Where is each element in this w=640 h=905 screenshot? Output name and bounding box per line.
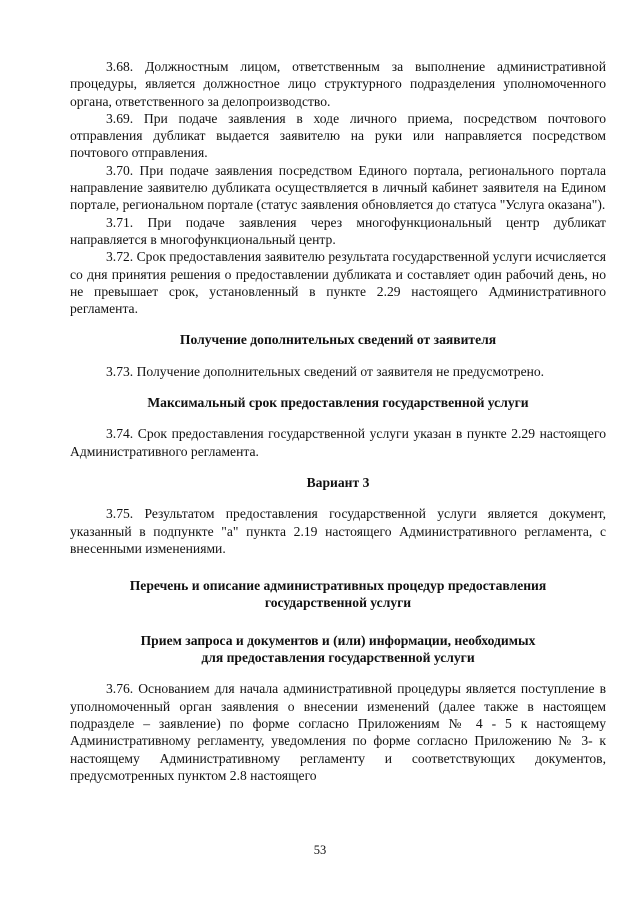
- heading-variant-3: Вариант 3: [306, 474, 370, 490]
- paragraph-3-74: 3.74. Срок предоставления государственной услуги указан в пункте 2.29 настоящего Административного регламента.: [70, 426, 606, 459]
- paragraph-3-69: 3.69. При подаче заявления в ходе личного приема, посредством почтового отправления дубликат выдается заявителю на руки или направляется посредством почтового отправления.: [70, 110, 606, 161]
- paragraph-3-73: 3.73. Получение дополнительных сведений от заявителя не предусмотрено.: [106, 363, 545, 379]
- heading-max-term: Максимальный срок предоставления государственной услуги: [147, 395, 529, 411]
- spacer: [70, 491, 606, 505]
- paragraph-3-68: 3.68. Должностным лицом, ответственным за выполнение административной процедуры, является должностное лицо структурного подразделения уполномоченного органа, ответственного за делопроизводство.: [70, 59, 606, 109]
- spacer: [70, 666, 606, 680]
- paragraph-3-70: 3.70. При подаче заявления посредством Единого портала, регионального портала направление заявителю дубликата осуществляется в личный кабинет заявителя на Едином портале, региональном портале (статус заявления обновляется до статуса "Услуга оказана").: [70, 162, 606, 213]
- spacer: [70, 557, 606, 577]
- document-body: [70, 58, 606, 784]
- page-number: 53: [313, 843, 327, 857]
- spacer: [70, 411, 606, 425]
- paragraph-3-72: 3.72. Срок предоставления заявителю результата государственной услуги исчисляется со дня принятия решения о предоставлении дубликата и составляет один рабочий день, но не превышает срок, установленный в пункте 2.29 настоящего Административного регламента.: [70, 249, 606, 317]
- spacer: [70, 460, 606, 474]
- heading-additional-info: Получение дополнительных сведений от заявителя: [179, 332, 497, 348]
- paragraph-3-71: 3.71. При подаче заявления через многофункциональный центр дубликат направляется в многофункциональный центр.: [70, 214, 606, 247]
- spacer: [70, 380, 606, 394]
- heading-procedures-line-1: Перечень и описание административных процедур предоставления: [129, 578, 547, 594]
- paragraph-3-75: 3.75. Результатом предоставления государственной услуги является документ, указанный в подпункте "а" пункта 2.19 настоящего Административного регламента, с внесенными изменениями.: [70, 506, 606, 556]
- heading-reception-line-1: Прием запроса и документов и (или) информации, необходимых: [140, 632, 536, 648]
- heading-procedures-line-2: государственной услуги: [264, 595, 412, 611]
- paragraph-3-76: 3.76. Основанием для начала административной процедуры является поступление в уполномоченный орган заявления о внесении изменений (далее также в настоящем подразделе – заявление) по форме согласно Приложениям № 4 - 5 к настоящему Административному регламенту, уведомления по форме согласно Приложению № 3- к настоящему Административному регламенту и соответствующих документов, предусмотренных пунктом 2.8 настоящего: [70, 681, 606, 783]
- spacer: [70, 317, 606, 331]
- heading-reception-line-2: для предоставления государственной услуги: [201, 650, 475, 666]
- spacer: [70, 612, 606, 632]
- spacer: [70, 349, 606, 363]
